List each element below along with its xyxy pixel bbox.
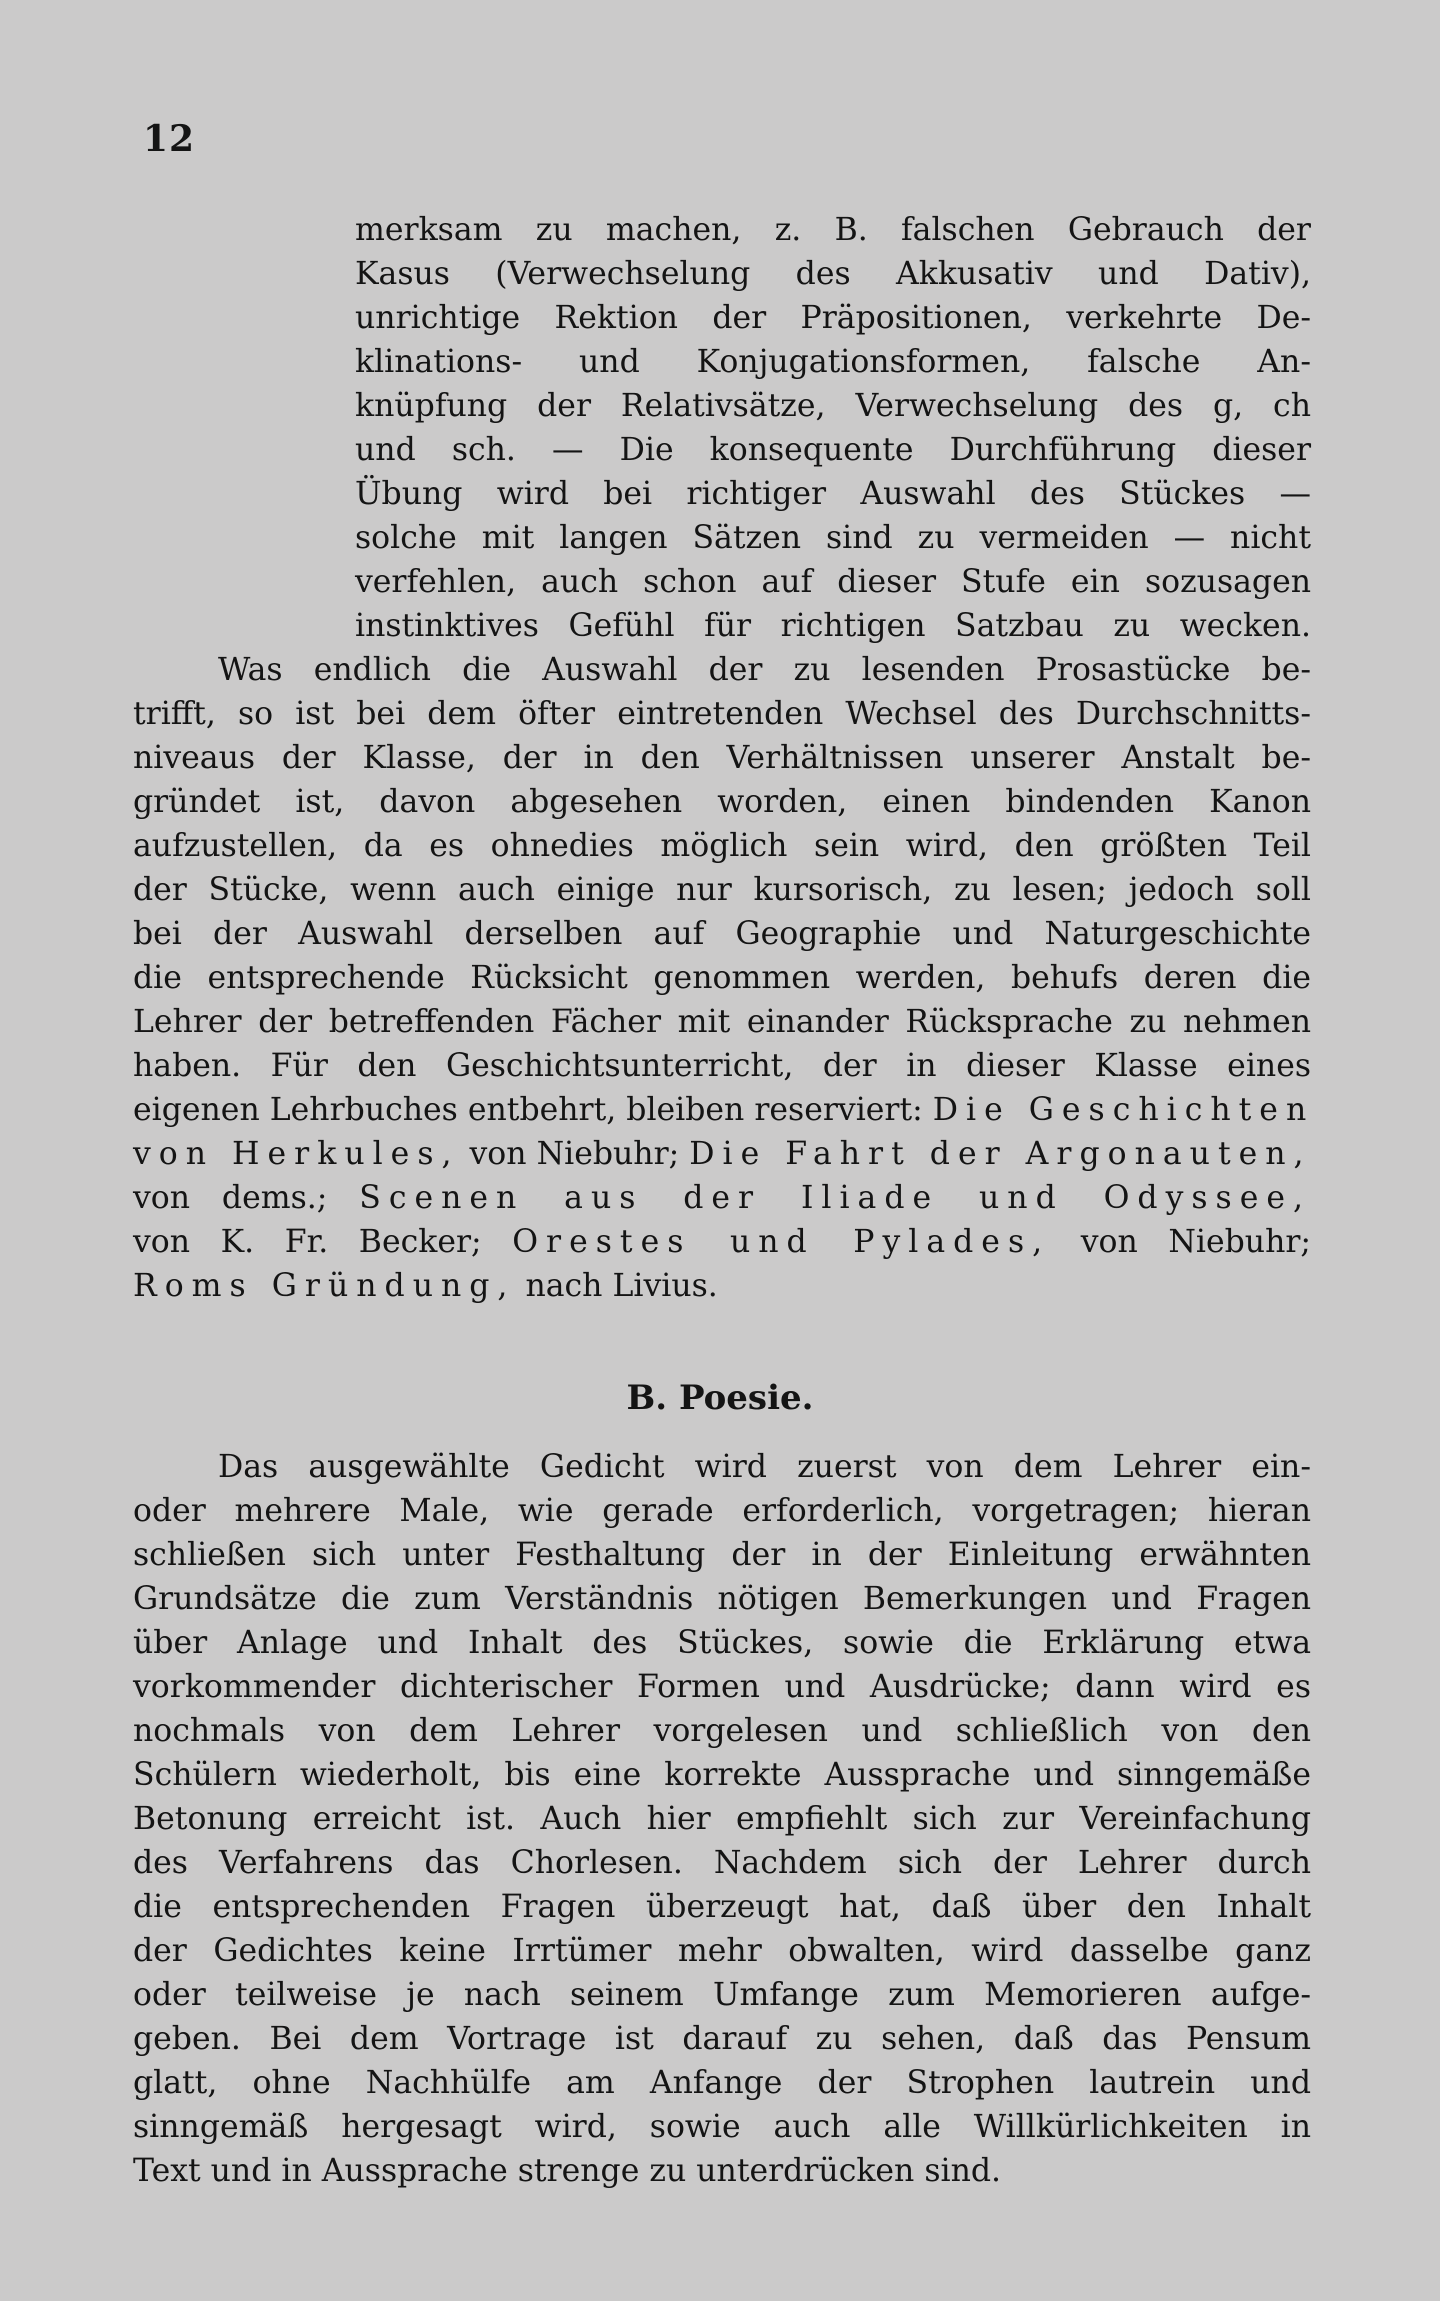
- section-heading: B. Poesie.: [626, 1378, 814, 1418]
- text-line: [133, 1088, 1315, 1132]
- text-line: Das ausgewählte Gedicht wird zuerst von dem Lehrer ein-: [218, 1449, 1311, 1485]
- title-span: Roms Gründung,: [133, 1268, 516, 1304]
- text-span: von K. Fr. Becker;: [133, 1224, 482, 1260]
- text-line: des Verfahrens das Chorlesen. Nachdem sich der Lehrer durch: [133, 1845, 1311, 1881]
- text-line: knüpfung der Relativsätze, Verwechselung des g, ch: [355, 388, 1311, 424]
- title-span: Scenen aus der Iliade und Odyssee,: [359, 1180, 1311, 1216]
- text-line: Text und in Aussprache strenge zu unterdrücken sind.: [133, 2153, 1002, 2189]
- text-line: Übung wird bei richtiger Auswahl des Stückes —: [355, 476, 1311, 512]
- text-line: oder teilweise je nach seinem Umfange zum Memorieren aufge-: [133, 1977, 1311, 2013]
- text-line: instinktives Gefühl für richtigen Satzbau zu wecken.: [355, 608, 1311, 644]
- text-line: aufzustellen, da es ohnedies möglich sein wird, den größten Teil: [133, 828, 1311, 864]
- text-line: niveaus der Klasse, der in den Verhältnissen unserer Anstalt be-: [133, 740, 1311, 776]
- text-line: verfehlen, auch schon auf dieser Stufe ein sozusagen: [355, 564, 1311, 600]
- text-line: [133, 1264, 1311, 1308]
- text-line: die entsprechende Rücksicht genommen werden, behufs deren die: [133, 960, 1311, 996]
- text-line: über Anlage und Inhalt des Stückes, sowie die Erklärung etwa: [133, 1625, 1311, 1661]
- text-line: unrichtige Rektion der Präpositionen, verkehrte De-: [355, 300, 1311, 336]
- text-span: von dems.;: [133, 1180, 328, 1216]
- title-span: von Herkules,: [133, 1136, 460, 1172]
- text-line: sinngemäß hergesagt wird, sowie auch alle Willkürlichkeiten in: [133, 2109, 1311, 2145]
- text-line: klinations- und Konjugationsformen, falsche An-: [355, 344, 1311, 380]
- text-line: Was endlich die Auswahl der zu lesenden Prosastücke be-: [218, 652, 1311, 688]
- text-line: merksam zu machen, z. B. falschen Gebrauch der: [355, 212, 1311, 248]
- text-line: Lehrer der betreffenden Fächer mit einander Rücksprache zu nehmen: [133, 1004, 1311, 1040]
- title-span: Orestes und Pylades,: [512, 1224, 1051, 1260]
- text-line: [133, 1132, 1311, 1176]
- page-number: 12: [143, 118, 196, 160]
- text-line: Grundsätze die zum Verständnis nötigen Bemerkungen und Fragen: [133, 1581, 1311, 1617]
- text-line: der Stücke, wenn auch einige nur kursorisch, zu lesen; jedoch soll: [133, 872, 1311, 908]
- text-span: von Niebuhr;: [469, 1136, 680, 1172]
- text-line: und sch. — Die konsequente Durchführung dieser: [355, 432, 1311, 468]
- title-span: Die Geschichten: [932, 1092, 1315, 1128]
- text-line: oder mehrere Male, wie gerade erforderlich, vorgetragen; hieran: [133, 1493, 1311, 1529]
- text-line: geben. Bei dem Vortrage ist darauf zu sehen, daß das Pensum: [133, 2021, 1311, 2057]
- text-line: glatt, ohne Nachhülfe am Anfange der Strophen lautrein und: [133, 2065, 1311, 2101]
- text-line: der Gedichtes keine Irrtümer mehr obwalten, wird dasselbe ganz: [133, 1933, 1311, 1969]
- text-span: von Niebuhr;: [1080, 1224, 1312, 1260]
- text-span: eigenen Lehrbuches entbehrt, bleiben reserviert:: [133, 1092, 923, 1128]
- text-line: gründet ist, davon abgesehen worden, einen bindenden Kanon: [133, 784, 1311, 820]
- text-line: solche mit langen Sätzen sind zu vermeiden — nicht: [355, 520, 1311, 556]
- text-line: vorkommender dichterischer Formen und Ausdrücke; dann wird es: [133, 1669, 1311, 1705]
- text-line: [133, 1220, 1311, 1264]
- text-line: Betonung erreicht ist. Auch hier empfiehlt sich zur Vereinfachung: [133, 1801, 1311, 1837]
- text-line: schließen sich unter Festhaltung der in der Einleitung erwähnten: [133, 1537, 1311, 1573]
- text-line: [133, 1176, 1311, 1220]
- text-line: haben. Für den Geschichtsunterricht, der in dieser Klasse eines: [133, 1048, 1311, 1084]
- text-line: trifft, so ist bei dem öfter eintretenden Wechsel des Durchschnitts-: [133, 696, 1311, 732]
- text-line: die entsprechenden Fragen überzeugt hat, daß über den Inhalt: [133, 1889, 1311, 1925]
- text-line: Kasus (Verwechselung des Akkusativ und Dativ),: [355, 256, 1311, 292]
- text-line: Schülern wiederholt, bis eine korrekte Aussprache und sinngemäße: [133, 1757, 1311, 1793]
- text-span: nach Livius.: [525, 1268, 718, 1304]
- title-span: Die Fahrt der Argonauten,: [689, 1136, 1312, 1172]
- text-line: bei der Auswahl derselben auf Geographie und Naturgeschichte: [133, 916, 1311, 952]
- text-line: nochmals von dem Lehrer vorgelesen und schließlich von den: [133, 1713, 1311, 1749]
